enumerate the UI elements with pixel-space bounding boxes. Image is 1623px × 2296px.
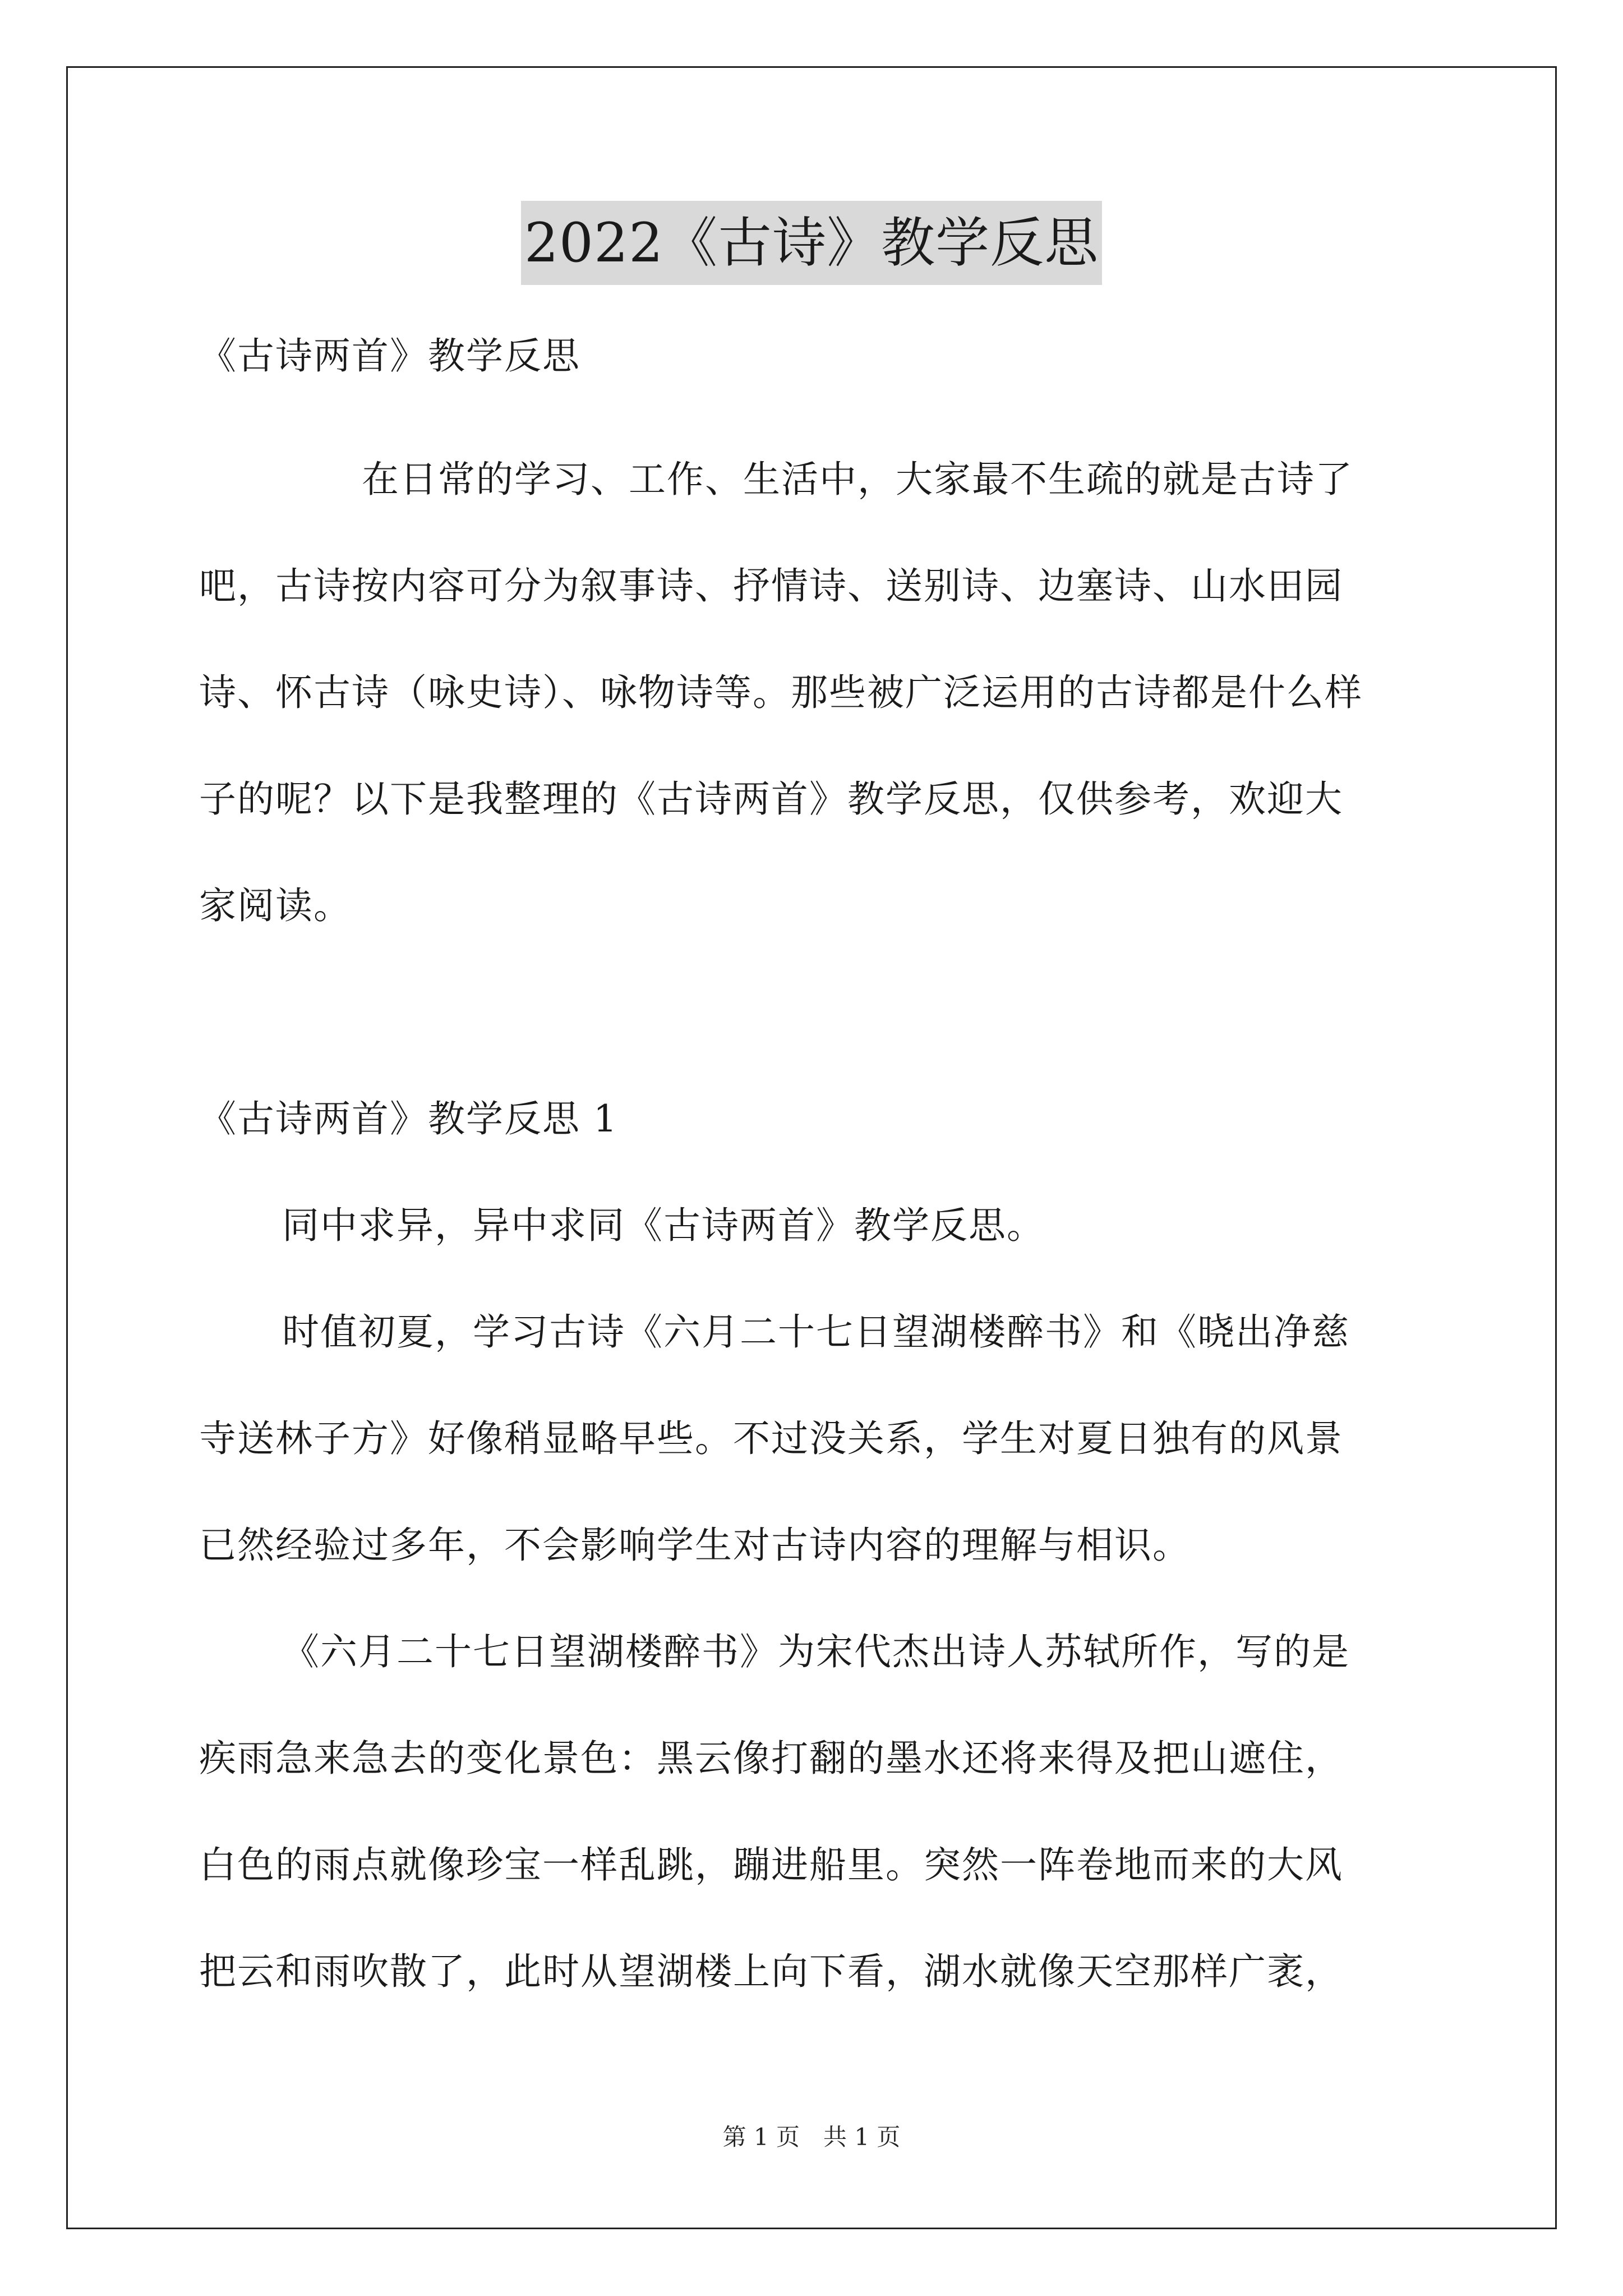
section1-paragraph3-line-3: 白色的雨点就像珍宝一样乱跳，蹦进船里。突然一阵卷地而来的大风 bbox=[199, 1843, 1343, 1887]
intro-heading: 《古诗两首》教学反思 bbox=[199, 334, 580, 378]
section1-paragraph3-line-4: 把云和雨吹散了，此时从望湖楼上向下看，湖水就像天空那样广袤， bbox=[199, 1950, 1343, 1993]
intro-line-1: 在日常的学习、工作、生活中，大家最不生疏的就是古诗了 bbox=[362, 458, 1353, 501]
intro-line-3: 诗、怀古诗（咏史诗）、咏物诗等。那些被广泛运用的古诗都是什么样 bbox=[199, 671, 1363, 714]
section1-paragraph2-line-3: 已然经验过多年，不会影响学生对古诗内容的理解与相识。 bbox=[199, 1524, 1191, 1567]
document-title: 2022《古诗》教学反思 bbox=[521, 201, 1102, 285]
intro-line-4: 子的呢？以下是我整理的《古诗两首》教学反思，仅供参考，欢迎大 bbox=[199, 777, 1343, 821]
intro-line-2: 吧，古诗按内容可分为叙事诗、抒情诗、送别诗、边塞诗、山水田园 bbox=[199, 564, 1343, 608]
title-wrapper bbox=[0, 201, 1623, 285]
section1-paragraph3-line-1: 《六月二十七日望湖楼醉书》为宋代杰出诗人苏轼所作，写的是 bbox=[282, 1630, 1350, 1673]
section1-paragraph1: 同中求异，异中求同《古诗两首》教学反思。 bbox=[282, 1204, 1045, 1247]
section1-paragraph3-line-2: 疾雨急来急去的变化景色：黑云像打翻的墨水还将来得及把山遮住， bbox=[199, 1737, 1343, 1780]
section1-paragraph2-line-1: 时值初夏，学习古诗《六月二十七日望湖楼醉书》和《晓出净慈 bbox=[282, 1310, 1350, 1354]
intro-line-5: 家阅读。 bbox=[199, 884, 352, 927]
section1-paragraph2-line-2: 寺送林子方》好像稍显略早些。不过没关系，学生对夏日独有的风景 bbox=[199, 1417, 1343, 1460]
section1-heading: 《古诗两首》教学反思 1 bbox=[199, 1097, 618, 1140]
page-footer: 第 1 页 共 1 页 bbox=[722, 2123, 901, 2151]
page-border bbox=[66, 66, 1557, 2229]
